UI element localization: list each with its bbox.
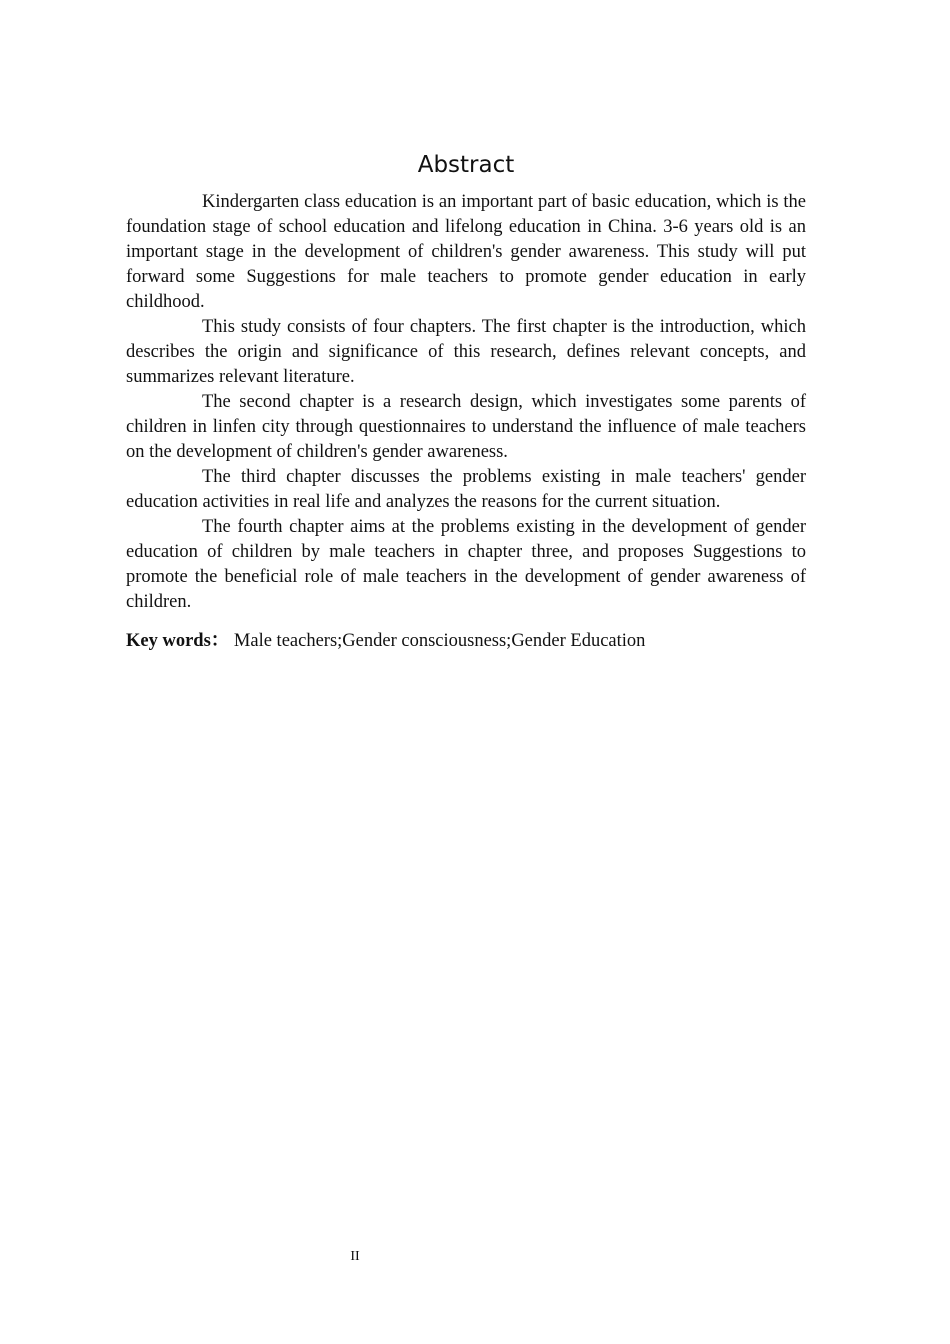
abstract-paragraph-4: The third chapter discusses the problems existing in male teachers' gender education activities in real life and analyzes the reasons for the current situation. (126, 467, 806, 512)
abstract-paragraph-5: The fourth chapter aims at the problems existing in the development of gender education of children by male teachers in chapter three, and proposes Suggestions to promote the beneficial role of male teachers in the development of gender awareness of children. (126, 517, 806, 612)
abstract-paragraph-2: This study consists of four chapters. The first chapter is the introduction, which describes the origin and significance of this research, defines relevant concepts, and summarizes relevant literature. (126, 317, 806, 387)
keywords-value: Male teachers;Gender consciousness;Gender Education (233, 631, 646, 651)
keywords-label: Key words： (126, 631, 230, 651)
abstract-paragraph-3: The second chapter is a research design, which investigates some parents of children in linfen city through questionnaires to understand the influence of male teachers on the development of children's gender awareness. (126, 392, 806, 462)
abstract-title: Abstract (417, 152, 515, 178)
keywords-line (126, 629, 806, 654)
page-number: II (350, 1249, 360, 1264)
abstract-body (126, 190, 806, 654)
abstract-paragraph-1: Kindergarten class education is an important part of basic education, which is the foundation stage of school education and lifelong education in China. 3-6 years old is an important stage in the development of children's gender awareness. This study will put forward some Suggestions for male teachers to promote gender education in early childhood. (126, 192, 806, 312)
